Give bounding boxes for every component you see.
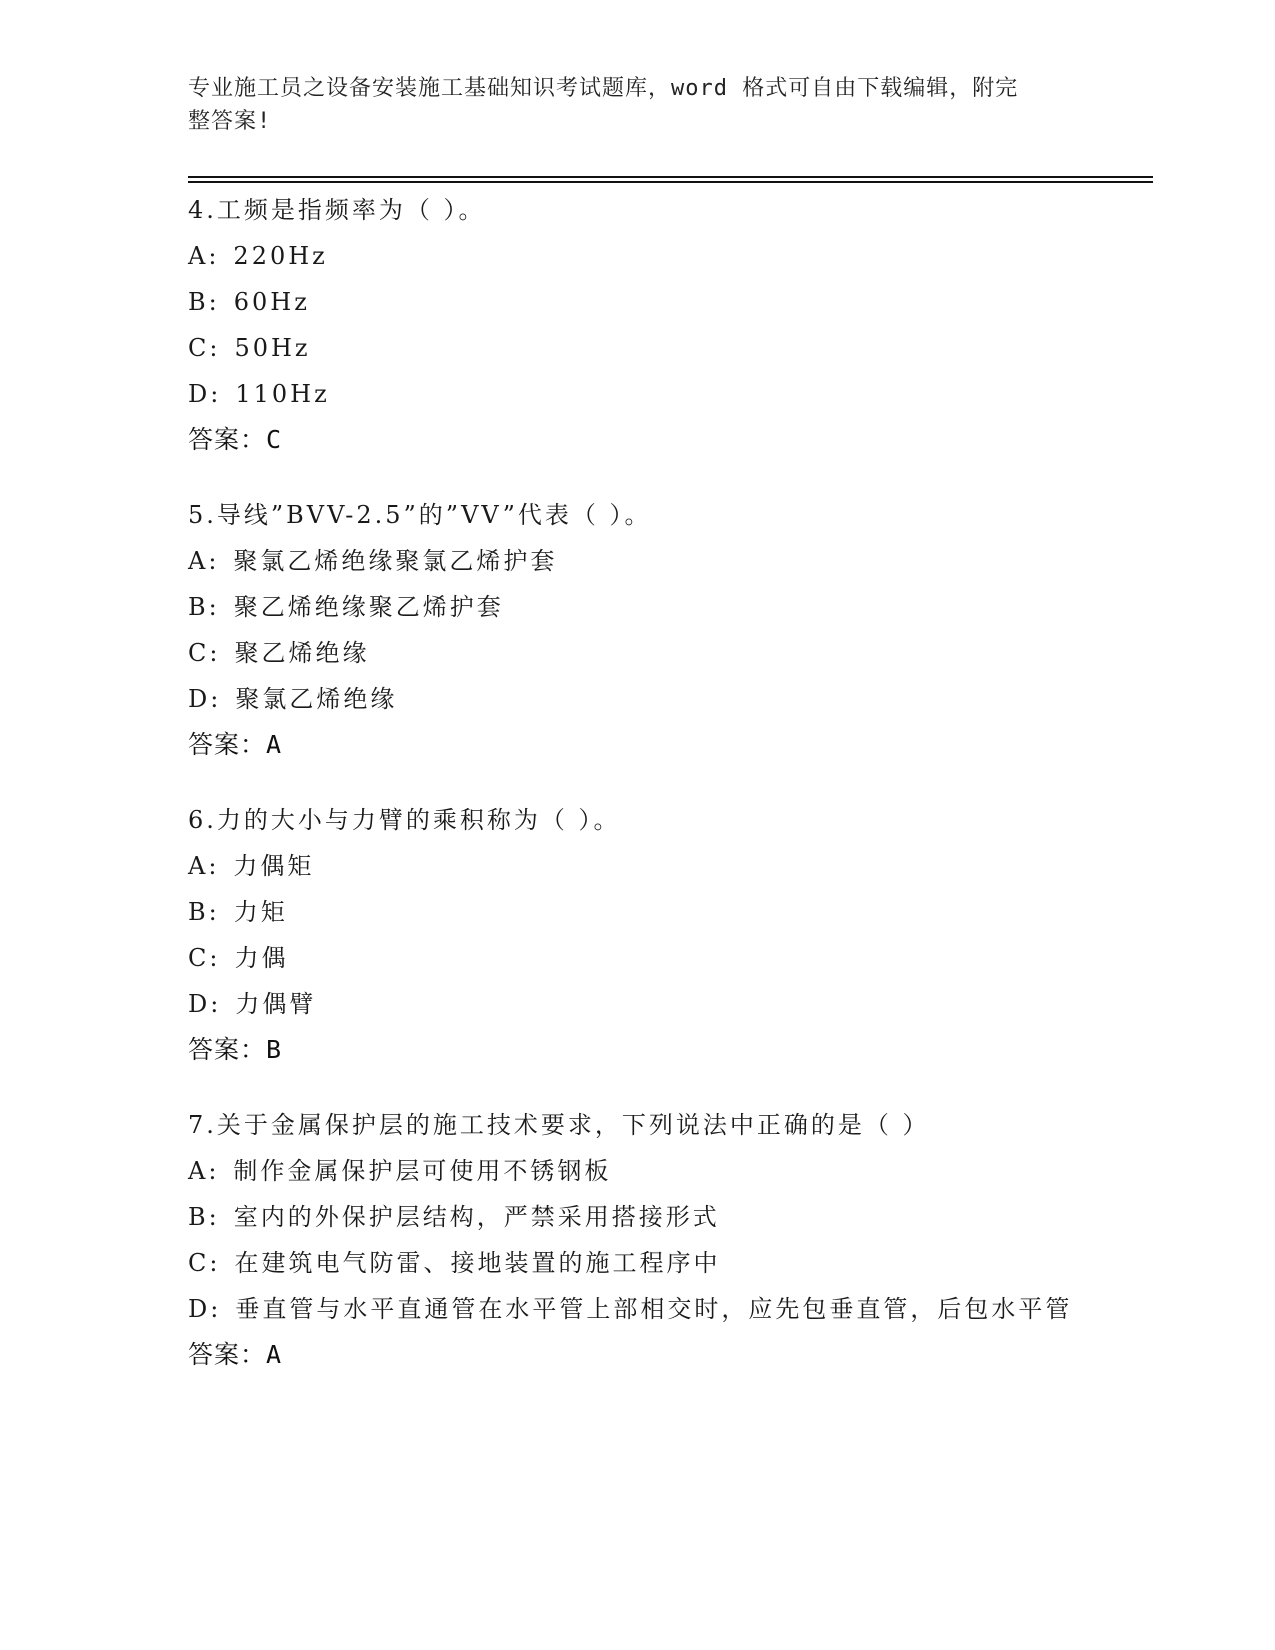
option-text: 制作金属保护层可使用不锈钢板 xyxy=(233,1157,612,1185)
question-6 xyxy=(188,797,1088,1073)
option-letter: C: xyxy=(188,334,221,362)
option-text: 220Hz xyxy=(233,242,328,270)
option-text: 力偶臂 xyxy=(235,990,317,1018)
option-text: 力矩 xyxy=(233,898,288,926)
option-text: 聚氯乙烯绝缘聚氯乙烯护套 xyxy=(233,547,558,575)
option-c xyxy=(188,1240,1088,1286)
question-5 xyxy=(188,492,1088,768)
option-letter: C: xyxy=(188,944,221,972)
option-text: 在建筑电气防雷、接地装置的施工程序中 xyxy=(234,1249,721,1277)
option-text: 聚乙烯绝缘 xyxy=(234,639,370,667)
option-text: 60Hz xyxy=(233,288,310,316)
option-text: 力偶矩 xyxy=(233,852,315,880)
answer-line: 答案：A xyxy=(188,1340,283,1369)
option-letter: B: xyxy=(188,593,220,621)
question-title: 6.力的大小与力臂的乘积称为（ ）。 xyxy=(188,806,621,834)
option-letter: A: xyxy=(188,547,220,575)
option-letter: A: xyxy=(188,852,220,880)
option-letter: A: xyxy=(188,1157,220,1185)
option-c xyxy=(188,325,1088,371)
option-text: 110Hz xyxy=(235,380,330,408)
answer-line: 答案：C xyxy=(188,425,283,454)
option-letter: B: xyxy=(188,1203,220,1231)
header-note-line-2: 整答案! xyxy=(188,109,272,134)
option-letter: C: xyxy=(188,1249,221,1277)
option-d xyxy=(188,981,1088,1027)
option-text: 垂直管与水平直通管在水平管上部相交时，应先包垂直管，后包水平管 xyxy=(235,1295,1073,1323)
option-c xyxy=(188,935,1088,981)
option-letter: D: xyxy=(188,380,222,408)
option-letter: D: xyxy=(188,1295,222,1323)
option-letter: B: xyxy=(188,288,220,316)
option-d xyxy=(188,1286,1088,1332)
option-text: 室内的外保护层结构，严禁采用搭接形式 xyxy=(233,1203,720,1231)
document-header-note xyxy=(188,72,1068,138)
option-letter: D: xyxy=(188,990,222,1018)
answer-line: 答案：B xyxy=(188,1035,283,1064)
option-a xyxy=(188,1148,1088,1194)
question-7 xyxy=(188,1102,1088,1378)
option-letter: A: xyxy=(188,242,220,270)
question-4 xyxy=(188,187,1088,463)
question-title: 5.导线”BVV-2.5”的”VV”代表（ ）。 xyxy=(188,501,652,529)
option-text: 力偶 xyxy=(234,944,289,972)
option-a xyxy=(188,843,1088,889)
option-text: 50Hz xyxy=(234,334,311,362)
option-a xyxy=(188,233,1088,279)
option-letter: B: xyxy=(188,898,220,926)
option-b xyxy=(188,1194,1088,1240)
question-title: 4.工频是指频率为（ ）。 xyxy=(188,196,486,224)
option-d xyxy=(188,371,1088,417)
answer-line: 答案：A xyxy=(188,730,283,759)
question-title: 7.关于金属保护层的施工技术要求，下列说法中正确的是（ ） xyxy=(188,1111,930,1139)
header-note-line-1: 专业施工员之设备安装施工基础知识考试题库，word 格式可自由下载编辑，附完 xyxy=(188,76,1019,101)
option-d xyxy=(188,676,1088,722)
option-b xyxy=(188,584,1088,630)
option-c xyxy=(188,630,1088,676)
option-letter: C: xyxy=(188,639,221,667)
option-letter: D: xyxy=(188,685,222,713)
option-b xyxy=(188,279,1088,325)
option-text: 聚氯乙烯绝缘 xyxy=(235,685,398,713)
header-divider-top xyxy=(188,176,1153,178)
option-a xyxy=(188,538,1088,584)
option-b xyxy=(188,889,1088,935)
option-text: 聚乙烯绝缘聚乙烯护套 xyxy=(233,593,504,621)
header-divider-bottom xyxy=(188,181,1153,183)
